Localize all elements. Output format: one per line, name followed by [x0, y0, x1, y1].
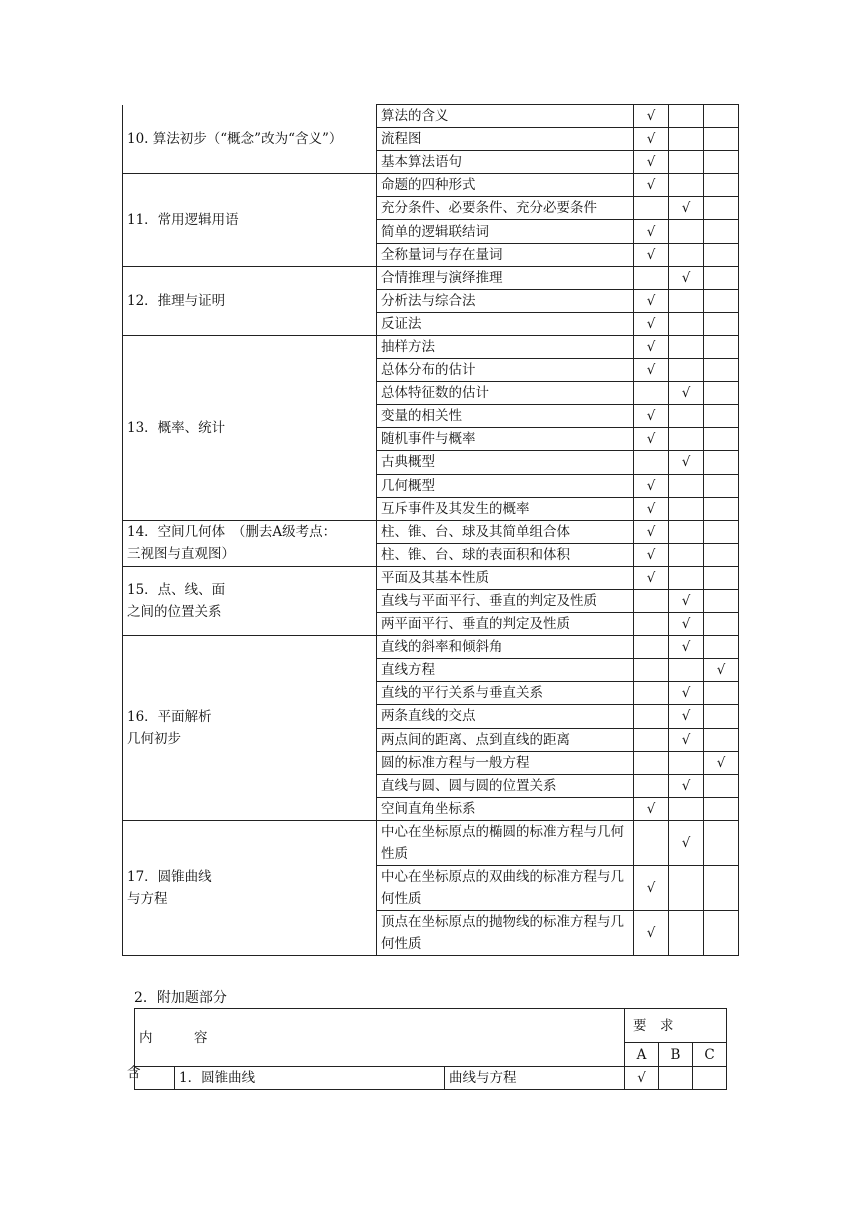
- item-cell: 反证法: [377, 312, 634, 335]
- mark-c: [704, 428, 739, 451]
- mark-c: [704, 359, 739, 382]
- topic-label: 几何初步: [127, 731, 181, 748]
- topic-cell: [123, 636, 377, 821]
- col-a-header: A: [625, 1043, 659, 1067]
- mark-a: √: [634, 543, 669, 566]
- mark-b: [669, 797, 704, 820]
- mark-c: [704, 589, 739, 612]
- table-row: [123, 566, 739, 589]
- mark-a: [634, 774, 669, 797]
- topic-label: 17．圆锥曲线: [127, 868, 212, 885]
- item-cell: 总体特征数的估计: [377, 382, 634, 405]
- clipped-cell: 含: [135, 1067, 175, 1090]
- mark-a: [634, 613, 669, 636]
- mark-a: [634, 197, 669, 220]
- mark-c: [704, 151, 739, 174]
- mark-a: [634, 382, 669, 405]
- item-cell: 柱、锥、台、球的表面积和体积: [377, 543, 634, 566]
- item-cell: 直线方程: [377, 659, 634, 682]
- mark-c: [704, 497, 739, 520]
- item-cell: 顶点在坐标原点的抛物线的标准方程与几何性质: [377, 910, 634, 955]
- mark-b: [669, 428, 704, 451]
- mark-c: [704, 797, 739, 820]
- item-cell: 直线的平行关系与垂直关系: [377, 682, 634, 705]
- mark-a: [634, 751, 669, 774]
- topic-label: 14．空间几何体 （删去A级考点：: [127, 524, 337, 541]
- item-cell: 两平面平行、垂直的判定及性质: [377, 613, 634, 636]
- mark-c: [704, 451, 739, 474]
- mark-b: [669, 128, 704, 151]
- item-cell: 古典概型: [377, 451, 634, 474]
- mark-c: √: [704, 751, 739, 774]
- topic-cell: [123, 820, 377, 955]
- mark-c: [704, 636, 739, 659]
- mark-b: √: [669, 820, 704, 865]
- item-cell: 圆的标准方程与一般方程: [377, 751, 634, 774]
- mark-c: [704, 128, 739, 151]
- mark-b: √: [669, 728, 704, 751]
- mark-c: [704, 289, 739, 312]
- table-row: [123, 105, 739, 128]
- mark-a: [634, 636, 669, 659]
- mark-a: √: [634, 865, 669, 910]
- item-cell: 两条直线的交点: [377, 705, 634, 728]
- mark-b: √: [669, 705, 704, 728]
- topic-label: 之间的位置关系: [127, 604, 222, 621]
- mark-b: √: [669, 636, 704, 659]
- mark-a: √: [634, 128, 669, 151]
- mark-a: √: [634, 312, 669, 335]
- add-mark-a: √: [625, 1067, 659, 1090]
- mark-b: √: [669, 613, 704, 636]
- mark-a: [634, 728, 669, 751]
- mark-b: [669, 312, 704, 335]
- mark-b: [669, 220, 704, 243]
- mark-a: √: [634, 174, 669, 197]
- table-row: [123, 174, 739, 197]
- item-cell: 充分条件、必要条件、充分必要条件: [377, 197, 634, 220]
- add-mark-b: [659, 1067, 693, 1090]
- mark-b: √: [669, 451, 704, 474]
- topic-label: 15．点、线、面: [127, 582, 226, 599]
- table-row: [123, 335, 739, 358]
- mark-a: √: [634, 428, 669, 451]
- item-cell: 随机事件与概率: [377, 428, 634, 451]
- mark-a: [634, 451, 669, 474]
- mark-c: [704, 728, 739, 751]
- requirements-table: [122, 104, 739, 956]
- mark-c: [704, 105, 739, 128]
- mark-b: [669, 405, 704, 428]
- mark-a: √: [634, 243, 669, 266]
- item-cell: 两点间的距离、点到直线的距离: [377, 728, 634, 751]
- mark-a: √: [634, 910, 669, 955]
- item-cell: 平面及其基本性质: [377, 566, 634, 589]
- content-header: 内 容: [135, 1009, 625, 1067]
- mark-b: √: [669, 589, 704, 612]
- mark-c: [704, 405, 739, 428]
- mark-b: [669, 474, 704, 497]
- table-row: [123, 820, 739, 865]
- item-cell: 中心在坐标原点的双曲线的标准方程与几何性质: [377, 865, 634, 910]
- mark-b: √: [669, 197, 704, 220]
- mark-b: [669, 751, 704, 774]
- mark-a: √: [634, 520, 669, 543]
- mark-b: [669, 497, 704, 520]
- mark-c: [704, 865, 739, 910]
- table-row: [123, 520, 739, 543]
- mark-a: √: [634, 474, 669, 497]
- mark-c: [704, 335, 739, 358]
- mark-a: √: [634, 105, 669, 128]
- mark-c: [704, 613, 739, 636]
- add-item: 曲线与方程: [445, 1067, 625, 1090]
- item-cell: 中心在坐标原点的椭圆的标准方程与几何性质: [377, 820, 634, 865]
- mark-b: √: [669, 382, 704, 405]
- mark-a: √: [634, 497, 669, 520]
- topic-cell: [123, 266, 377, 335]
- item-cell: 流程图: [377, 128, 634, 151]
- mark-a: [634, 820, 669, 865]
- mark-b: [669, 174, 704, 197]
- mark-c: [704, 197, 739, 220]
- mark-b: [669, 520, 704, 543]
- item-cell: 空间直角坐标系: [377, 797, 634, 820]
- mark-a: √: [634, 335, 669, 358]
- table-row: [123, 266, 739, 289]
- mark-b: [669, 865, 704, 910]
- mark-c: [704, 820, 739, 865]
- mark-c: [704, 566, 739, 589]
- section-title: 2．附加题部分: [134, 990, 227, 1006]
- topic-label: 11．常用逻辑用语: [127, 211, 239, 228]
- mark-b: [669, 243, 704, 266]
- mark-c: [704, 312, 739, 335]
- mark-c: √: [704, 659, 739, 682]
- mark-c: [704, 174, 739, 197]
- mark-c: [704, 266, 739, 289]
- mark-a: [634, 705, 669, 728]
- mark-b: [669, 151, 704, 174]
- item-cell: 命题的四种形式: [377, 174, 634, 197]
- item-cell: 直线与平面平行、垂直的判定及性质: [377, 589, 634, 612]
- mark-b: [669, 289, 704, 312]
- mark-a: [634, 266, 669, 289]
- topic-label: 16．平面解析: [127, 709, 212, 726]
- mark-a: [634, 589, 669, 612]
- add-topic: 1．圆锥曲线: [175, 1067, 445, 1090]
- item-cell: 基本算法语句: [377, 151, 634, 174]
- topic-cell: [123, 520, 377, 566]
- mark-b: [669, 566, 704, 589]
- item-cell: 总体分布的估计: [377, 359, 634, 382]
- mark-c: [704, 520, 739, 543]
- mark-a: √: [634, 566, 669, 589]
- topic-cell: [123, 566, 377, 635]
- additional-table: [127, 1008, 727, 1090]
- mark-b: [669, 543, 704, 566]
- item-cell: 互斥事件及其发生的概率: [377, 497, 634, 520]
- item-cell: 算法的含义: [377, 105, 634, 128]
- topic-cell: [123, 335, 377, 520]
- topic-label: 三视图与直观图）: [127, 546, 235, 563]
- mark-c: [704, 474, 739, 497]
- add-mark-c: [693, 1067, 727, 1090]
- mark-c: [704, 682, 739, 705]
- mark-c: [704, 774, 739, 797]
- item-cell: 全称量词与存在量词: [377, 243, 634, 266]
- item-cell: 抽样方法: [377, 335, 634, 358]
- item-cell: 分析法与综合法: [377, 289, 634, 312]
- mark-c: [704, 243, 739, 266]
- topic-cell: [123, 174, 377, 266]
- mark-c: [704, 910, 739, 955]
- item-cell: 简单的逻辑联结词: [377, 220, 634, 243]
- mark-c: [704, 382, 739, 405]
- topic-label: 13．概率、统计: [127, 419, 226, 436]
- mark-b: [669, 359, 704, 382]
- mark-b: √: [669, 774, 704, 797]
- item-cell: 直线与圆、圆与圆的位置关系: [377, 774, 634, 797]
- mark-c: [704, 705, 739, 728]
- mark-c: [704, 220, 739, 243]
- topic-label: 10. 算法初步（“概念”改为“含义”）: [127, 130, 343, 147]
- item-cell: 合情推理与演绎推理: [377, 266, 634, 289]
- mark-b: [669, 659, 704, 682]
- topic-label: 与方程: [127, 890, 168, 907]
- mark-c: [704, 543, 739, 566]
- mark-a: √: [634, 405, 669, 428]
- mark-a: [634, 659, 669, 682]
- topic-cell: [123, 105, 377, 174]
- col-c-header: C: [693, 1043, 727, 1067]
- item-cell: 直线的斜率和倾斜角: [377, 636, 634, 659]
- mark-a: √: [634, 289, 669, 312]
- mark-b: [669, 335, 704, 358]
- mark-b: √: [669, 682, 704, 705]
- mark-a: √: [634, 359, 669, 382]
- table-row: [123, 636, 739, 659]
- item-cell: 柱、锥、台、球及其简单组合体: [377, 520, 634, 543]
- mark-b: √: [669, 266, 704, 289]
- mark-a: √: [634, 220, 669, 243]
- col-b-header: B: [659, 1043, 693, 1067]
- mark-b: [669, 910, 704, 955]
- topic-label: 12．推理与证明: [127, 292, 226, 309]
- mark-a: √: [634, 797, 669, 820]
- item-cell: 几何概型: [377, 474, 634, 497]
- requirement-header: 要 求: [625, 1009, 727, 1043]
- mark-b: [669, 105, 704, 128]
- mark-a: [634, 682, 669, 705]
- mark-a: √: [634, 151, 669, 174]
- item-cell: 变量的相关性: [377, 405, 634, 428]
